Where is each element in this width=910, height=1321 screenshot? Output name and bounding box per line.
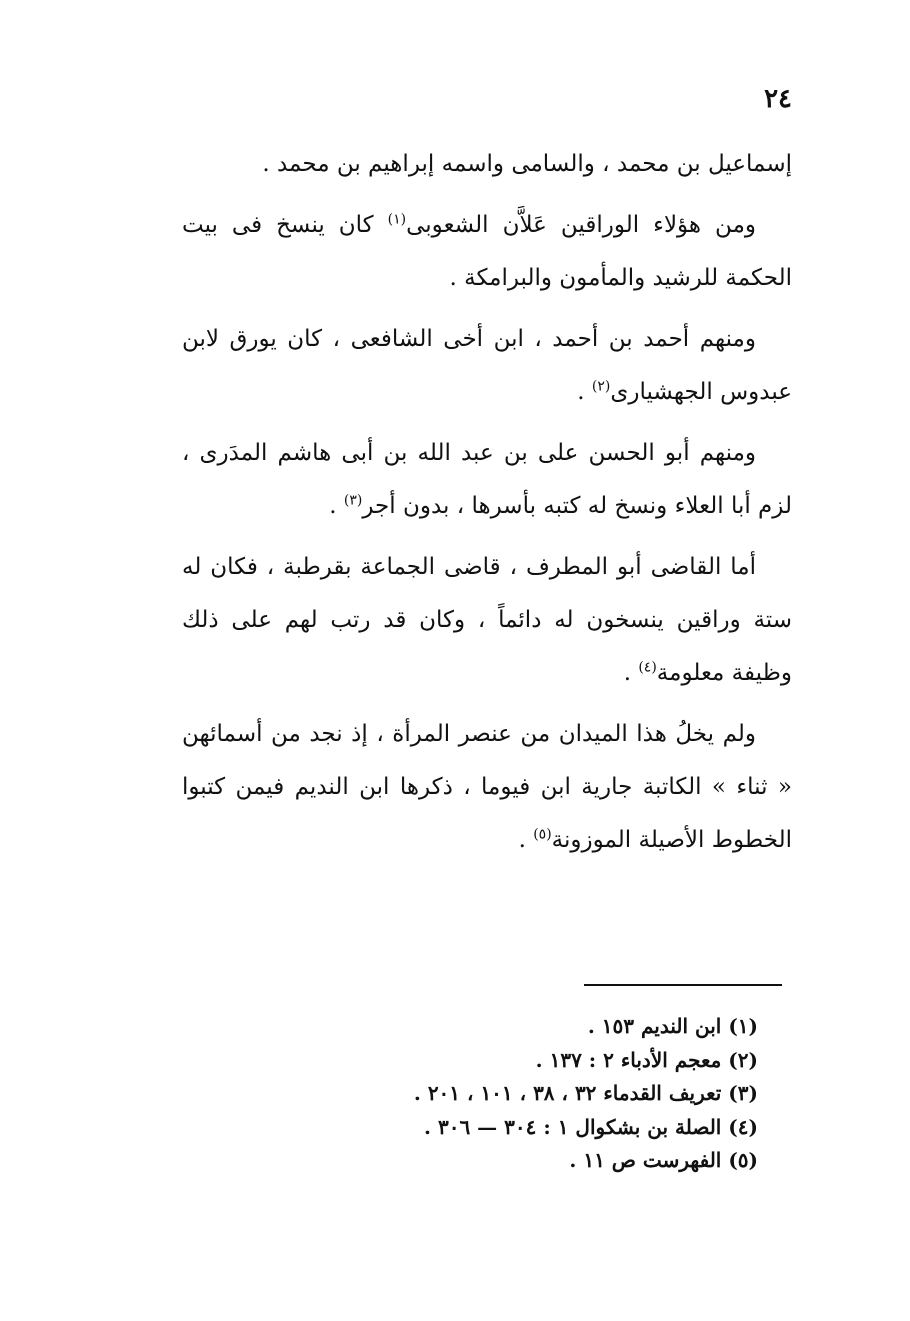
main-text: [182, 138, 792, 875]
footnote: (٥) الفهرست ص ١١ .: [569, 1148, 758, 1172]
paragraph: ومن هؤلاء الوراقين عَلاَّن الشعوبى$^{(١)}$ كان ينسخ فى بيت الحكمة للرشيد والمأمون والبرامكة .: [182, 211, 792, 291]
footnote-ref: (١): [387, 211, 407, 228]
footnote: (٣) تعريف القدماء ٣٢ ، ٣٨ ، ١٠١ ، ٢٠١ .: [413, 1081, 758, 1105]
footnote-ref: (٣): [343, 492, 363, 509]
footnote: (٤) الصلة بن بشكوال ١ : ٣٠٤ — ٣٠٦ .: [424, 1114, 758, 1139]
page-number: ٢٤: [764, 84, 792, 114]
paragraph: ومنهم أبو الحسن على بن عبد الله بن أبى هاشم المدَرى ، لزم أبا العلاء ونسخ له كتبه بأسرها ، بدون أجر$^{(٣)}$ .: [182, 440, 792, 519]
footnote: (٢) معجم الأدباء ٢ : ١٣٧ .: [535, 1047, 758, 1072]
footnote-ref: (٢): [591, 378, 611, 395]
paragraph: ولم يخلُ هذا الميدان من عنصر المرأة ، إذ نجد من أسمائهن « ثناء » الكاتبة جارية ابن فيوما ، ذكرها ابن النديم فيمن كتبوا الخطوط الأصيلة الموزونة$^{(٥)}$ .: [182, 721, 792, 853]
paragraph: ومنهم أحمد بن أحمد ، ابن أخى الشافعى ، كان يورق لابن عبدوس الجهشيارى$^{(٢)}$ .: [182, 326, 792, 405]
paragraph: أما القاضى أبو المطرف ، قاضى الجماعة بقرطبة ، فكان له ستة وراقين ينسخون له دائماً ، وكان قد رتب لهم على ذلك وظيفة معلومة$^{(٤)}$ .: [182, 554, 792, 686]
footnote-separator: [584, 984, 782, 986]
footnotes: [338, 1010, 758, 1178]
footnote-ref: (٥): [533, 826, 552, 843]
footnote: (١) ابن النديم ١٥٣ .: [587, 1014, 758, 1038]
footnote-ref: (٤): [638, 659, 657, 676]
paragraph: إسماعيل بن محمد ، والسامى واسمه إبراهيم بن محمد .: [262, 151, 792, 177]
